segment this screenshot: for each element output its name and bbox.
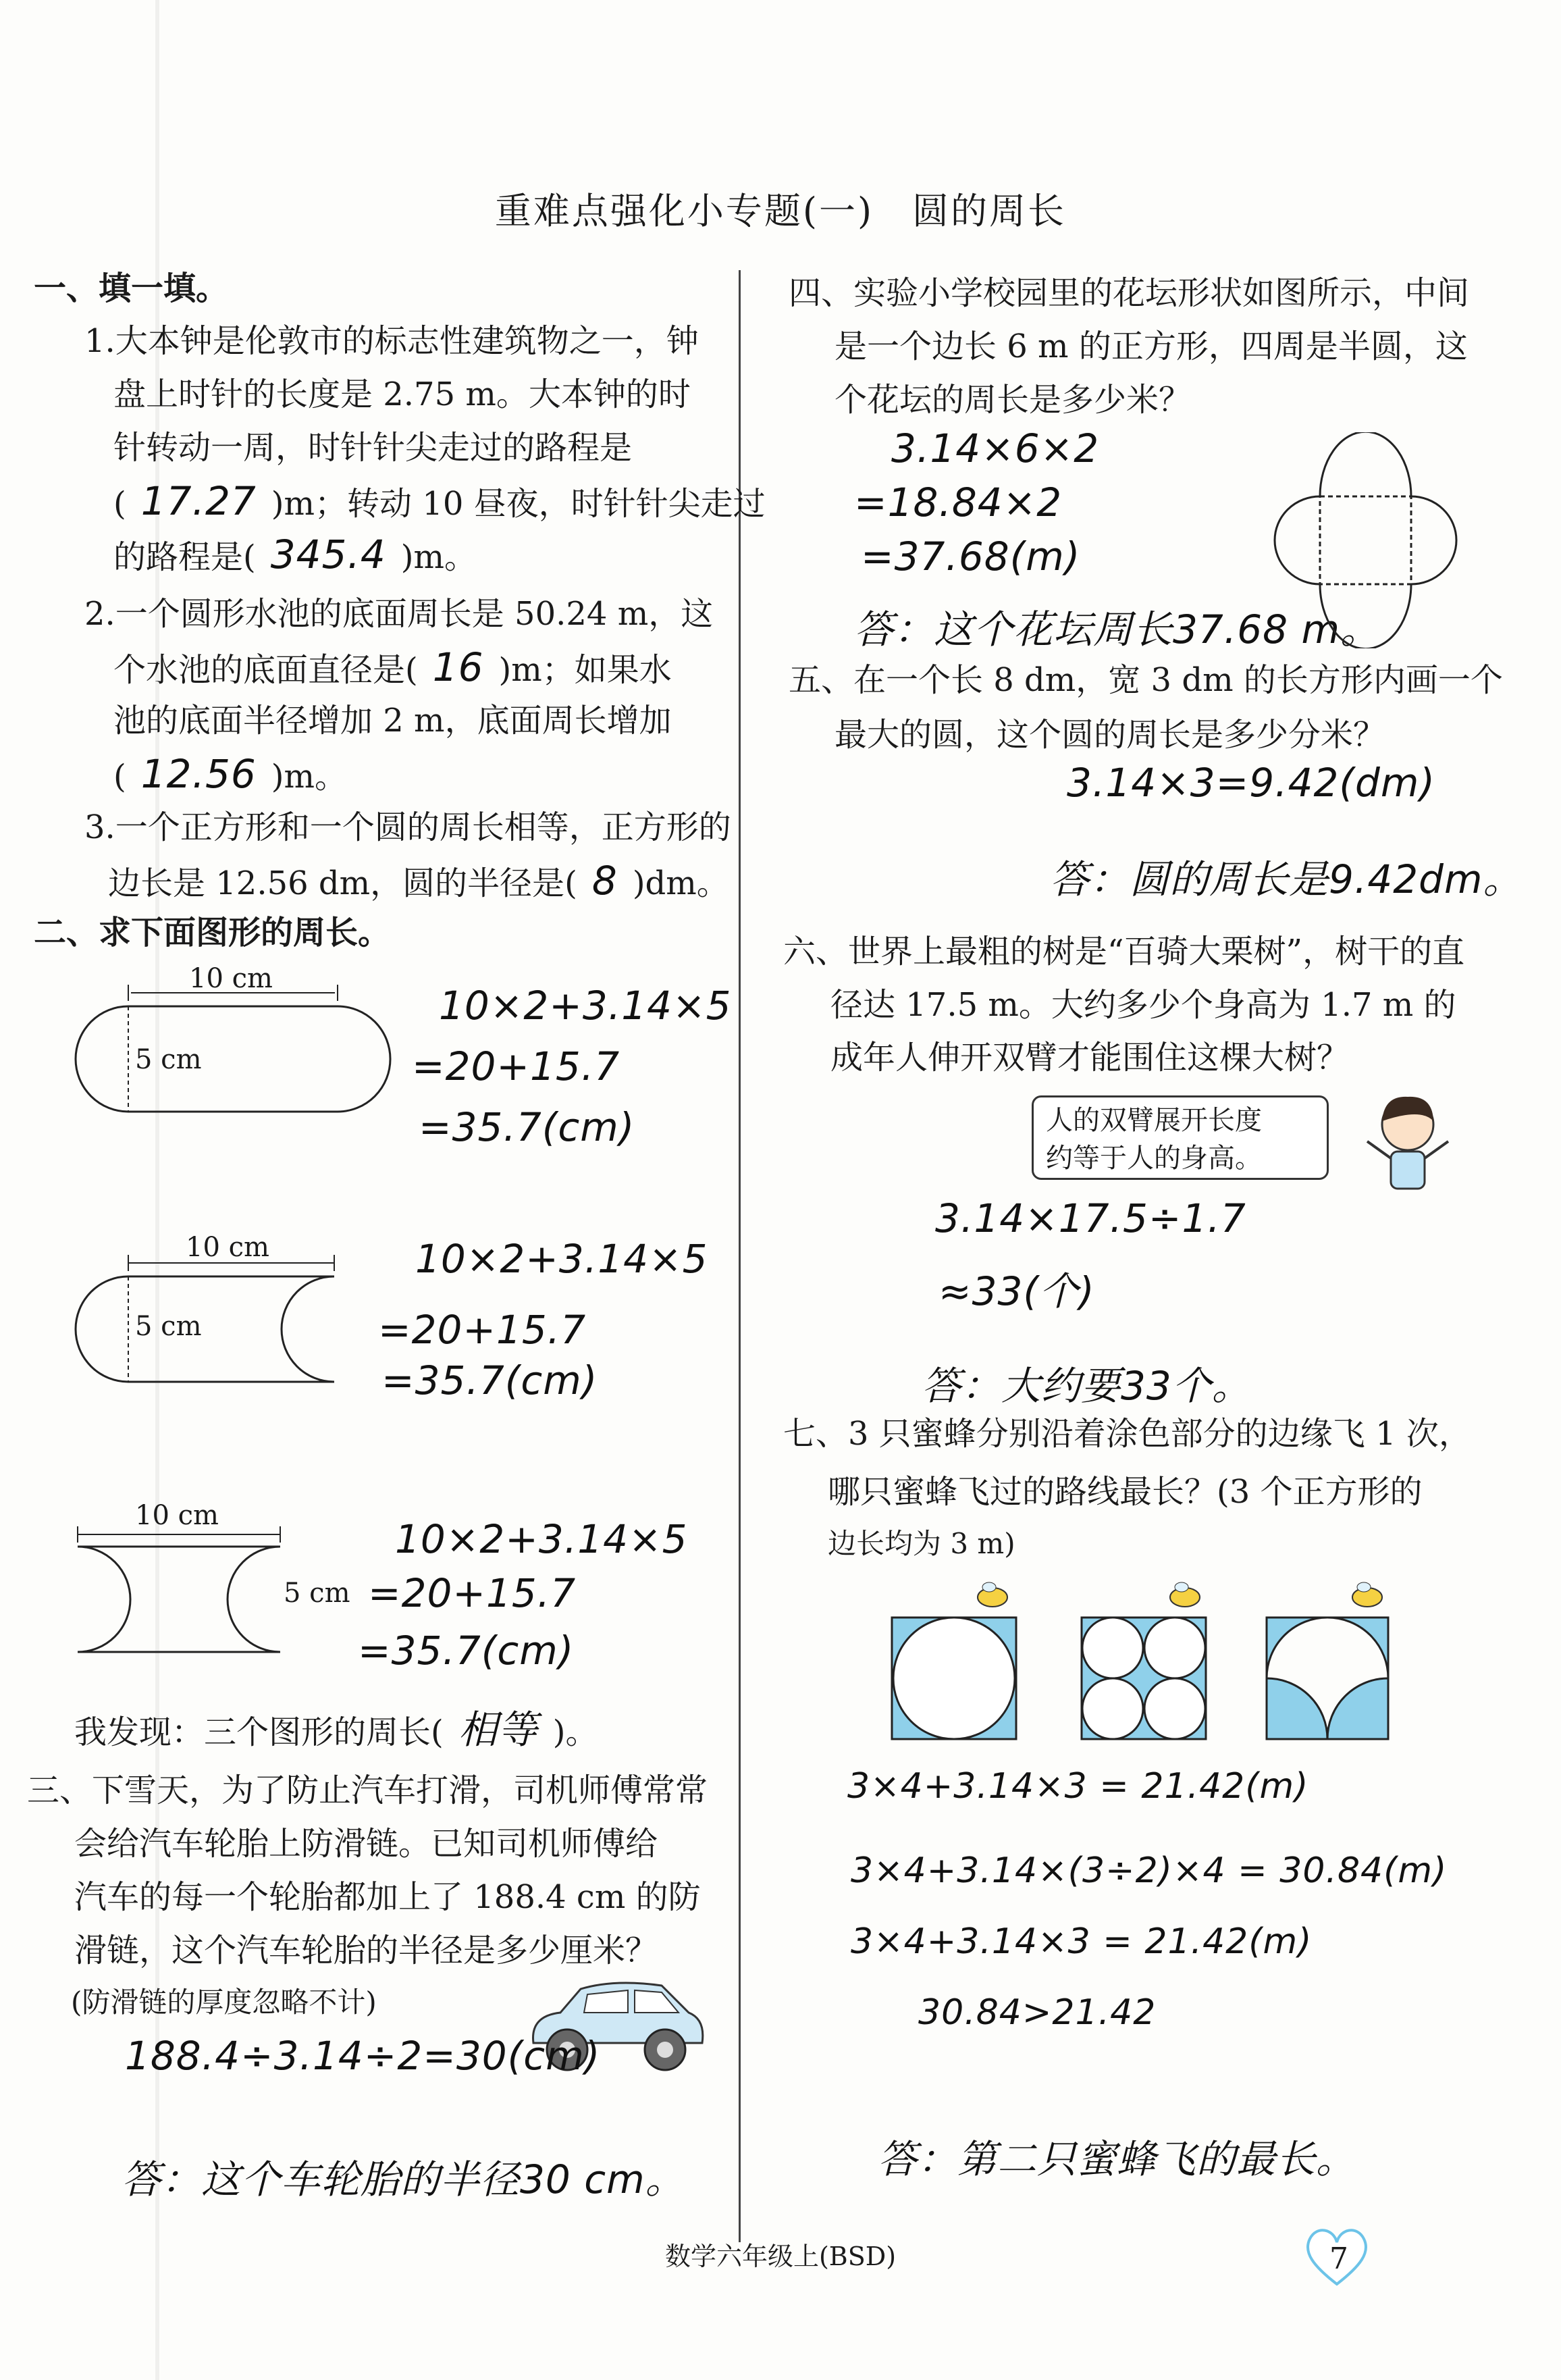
q3-line: 3.一个正方形和一个圆的周长相等，正方形的 xyxy=(84,808,731,846)
flowerbed-figure xyxy=(1269,432,1472,648)
fig1-work: =35.7(cm) xyxy=(419,1104,635,1150)
q1-answer-1[interactable]: 17.27 xyxy=(140,478,257,524)
sec7-line: 哪只蜜蜂飞过的路线最长？(3 个正方形的 xyxy=(828,1473,1423,1511)
sec4-line: 四、实验小学校园里的花坛形状如图所示，中间 xyxy=(789,274,1470,312)
sec7-work: 3×4+3.14×(3÷2)×4 = 30.84(m) xyxy=(851,1851,1448,1891)
square-quarter-circles xyxy=(1267,1618,1388,1739)
page-title: 重难点强化小专题(一) 圆的周长 xyxy=(494,190,1067,232)
fig2-work: =20+15.7 xyxy=(378,1307,587,1353)
q2-line: ( 12.56 )m。 xyxy=(113,751,348,797)
sec7-work: 30.84>21.42 xyxy=(918,1992,1157,2033)
q1-line: 盘上时针的长度是 2.75 m。大本钟的时 xyxy=(113,376,691,413)
sec4-work: 3.14×6×2 xyxy=(891,425,1100,471)
bubble-line: 约等于人的身高。 xyxy=(1046,1143,1262,1174)
sec6-answer: 答：大约要33个。 xyxy=(922,1363,1252,1409)
finding-text: 我发现：三个图形的周长( 相等 )。 xyxy=(74,1707,598,1753)
sec7-answer: 答：第二只蜜蜂飞的最长。 xyxy=(878,2136,1356,2182)
q1-answer-2[interactable]: 345.4 xyxy=(270,532,386,577)
sec3-note: (防滑链的厚度忽略不计) xyxy=(71,1986,377,2019)
boy-illustration xyxy=(1357,1087,1458,1195)
q2-answer-2[interactable]: 12.56 xyxy=(140,751,257,797)
square-one-circle xyxy=(892,1618,1016,1739)
q3-line: 边长是 12.56 dm，圆的半径是( 8 )dm。 xyxy=(108,858,729,904)
sec5-work: 3.14×3=9.42(dm) xyxy=(1067,760,1435,806)
fig2-work: 10×2+3.14×5 xyxy=(415,1236,708,1282)
q1-line: 的路程是( 345.4 )m。 xyxy=(113,532,477,577)
q2-line: 2.一个圆形水池的底面周长是 50.24 m，这 xyxy=(84,595,714,633)
q1-line: 针转动一周，时针针尖走过的路程是 xyxy=(113,429,633,467)
q2-answer-1[interactable]: 16 xyxy=(432,644,484,690)
sec7-line: 七、3 只蜜蜂分别沿着涂色部分的边缘飞 1 次， xyxy=(783,1415,1471,1453)
fig1-work: 10×2+3.14×5 xyxy=(439,983,732,1029)
bee-icon xyxy=(978,1582,1007,1607)
sec3-line: 会给汽车轮胎上防滑链。已知司机师傅给 xyxy=(74,1825,658,1863)
square-four-circles xyxy=(1082,1618,1206,1739)
speech-bubble xyxy=(1032,1095,1329,1180)
sec7-work: 3×4+3.14×3 = 21.42(m) xyxy=(851,1921,1313,1962)
sec3-line: 三、下雪天，为了防止汽车打滑，司机师傅常常 xyxy=(27,1771,708,1809)
fig2-work: =35.7(cm) xyxy=(381,1357,598,1403)
bee-icon xyxy=(1352,1582,1382,1607)
sec5-line: 最大的圆，这个圆的周长是多少分米？ xyxy=(835,716,1386,754)
fig1-work: =20+15.7 xyxy=(412,1043,620,1089)
fig3-work: =35.7(cm) xyxy=(358,1628,575,1674)
sec3-answer: 答：这个车轮胎的半径30 cm。 xyxy=(122,2156,685,2202)
sec4-work: =37.68(m) xyxy=(861,534,1081,579)
fig3-work: 10×2+3.14×5 xyxy=(395,1516,688,1562)
sec5-answer: 答：圆的周长是9.42dm。 xyxy=(1050,856,1523,902)
finding-answer[interactable]: 相等 xyxy=(458,1707,538,1753)
column-divider xyxy=(739,270,741,2242)
sec6-work: ≈33(个) xyxy=(938,1268,1095,1314)
sec7-line: 边长均为 3 m) xyxy=(828,1527,1015,1560)
sec6-line: 径达 17.5 m。大约多少个身高为 1.7 m 的 xyxy=(830,986,1456,1024)
fig1-width-label: 10 cm xyxy=(189,963,273,994)
fig3-width-label: 10 cm xyxy=(135,1500,219,1531)
sec3-line: 汽车的每一个轮胎都加上了 188.4 cm 的防 xyxy=(74,1878,701,1916)
fig1-height-label: 5 cm xyxy=(135,1044,202,1075)
sec6-work: 3.14×17.5÷1.7 xyxy=(935,1195,1246,1241)
q2-line: 个水池的底面直径是( 16 )m；如果水 xyxy=(113,644,672,690)
sec6-line: 六、世界上最粗的树是“百骑大栗树”，树干的直 xyxy=(783,933,1465,971)
bubble-line: 人的双臂展开长度 xyxy=(1046,1105,1262,1136)
sec5-line: 五、在一个长 8 dm，宽 3 dm 的长方形内画一个 xyxy=(789,661,1503,699)
q3-answer[interactable]: 8 xyxy=(591,858,618,904)
q1-line: 1.大本钟是伦敦市的标志性建筑物之一，钟 xyxy=(84,322,699,360)
bee-icon xyxy=(1170,1582,1200,1607)
sec4-line: 是一个边长 6 m 的正方形，四周是半圆，这 xyxy=(835,328,1468,365)
section-2-heading: 二、求下面图形的周长。 xyxy=(34,914,391,952)
sec7-work: 3×4+3.14×3 = 21.42(m) xyxy=(847,1766,1309,1807)
sec4-answer: 答：这个花坛周长37.68 m。 xyxy=(854,606,1380,652)
q2-line: 池的底面半径增加 2 m，底面周长增加 xyxy=(113,702,672,740)
section-1-heading: 一、填一填。 xyxy=(34,269,229,307)
page-number: 7 xyxy=(1329,2242,1348,2276)
fig3-height-label: 5 cm xyxy=(284,1578,350,1609)
sec4-work: =18.84×2 xyxy=(854,480,1063,525)
sec3-work: 188.4÷3.14÷2=30(cm) xyxy=(125,2033,601,2079)
fig2-width-label: 10 cm xyxy=(186,1232,269,1263)
q1-line: ( 17.27 )m；转动 10 昼夜，时针针尖走过 xyxy=(113,478,766,524)
sec4-line: 个花坛的周长是多少米？ xyxy=(835,381,1192,419)
fig2-height-label: 5 cm xyxy=(135,1311,202,1342)
bee-squares-figure xyxy=(888,1574,1401,1742)
book-label: 数学六年级上(BSD) xyxy=(664,2242,897,2271)
fig3-work: =20+15.7 xyxy=(368,1570,577,1616)
sec3-line: 滑链，这个汽车轮胎的半径是多少厘米？ xyxy=(74,1932,658,1969)
sec6-line: 成年人伸开双臂才能围住这棵大树？ xyxy=(830,1039,1350,1077)
